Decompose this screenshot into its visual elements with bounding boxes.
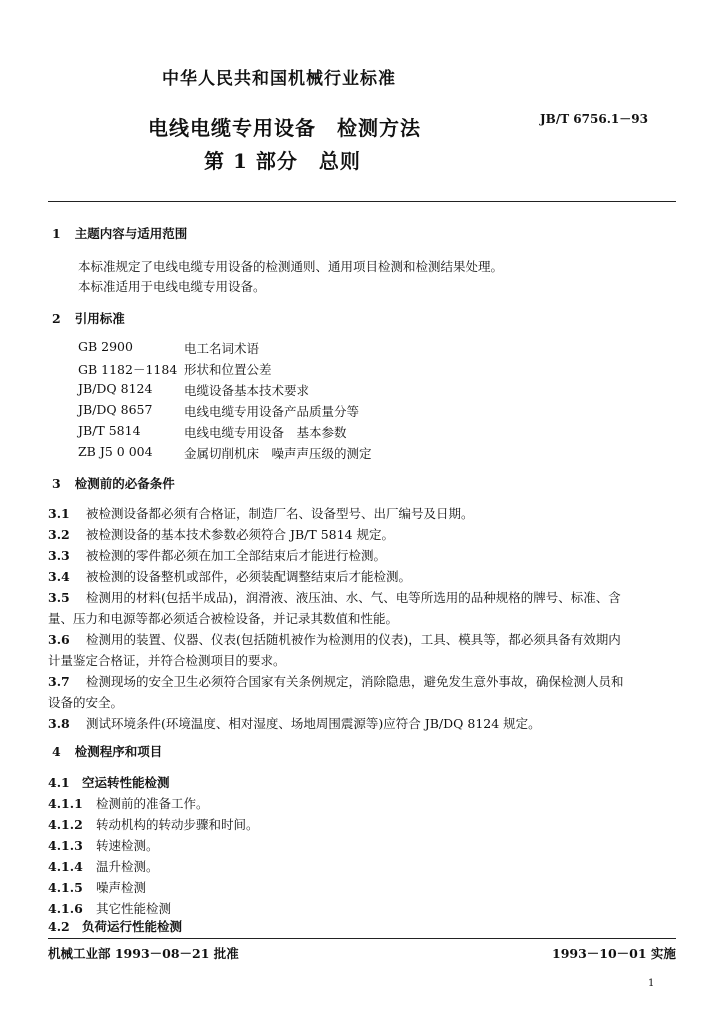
clause-text: 检测现场的安全卫生必须符合国家有关条例规定，消除隐患，避免发生意外事故，确保检测人员和 <box>86 674 624 689</box>
clause-number: 3.3 <box>48 548 70 563</box>
clause-text: 被检测设备的基本技术参数必须符合 JB/T 5814 规定。 <box>86 527 394 542</box>
implementation-date: 1993－10－01 实施 <box>552 946 676 961</box>
clause-number: 4.1.6 <box>48 901 83 916</box>
clause <box>48 546 386 564</box>
clause-text: 被检测的设备整机或部件，必须装配调整结束后才能检测。 <box>86 569 412 584</box>
clause-number: 3.4 <box>48 569 70 584</box>
clause-number: 3.6 <box>48 632 70 647</box>
clause-continuation: 计量鉴定合格证，并符合检测项目的要求。 <box>48 653 286 668</box>
clause-continuation: 设备的安全。 <box>48 695 124 710</box>
reference-code: GB 1182－1184 <box>78 362 178 377</box>
clause-number: 4.1.1 <box>48 796 83 811</box>
clause-number: 4.1.2 <box>48 817 83 832</box>
reference-code: GB 2900 <box>78 339 133 354</box>
clause <box>48 672 624 690</box>
clause <box>48 588 621 606</box>
clause-text: 被检测的零件都必须在加工全部结束后才能进行检测。 <box>86 548 387 563</box>
clause-number: 4.1 <box>48 775 70 790</box>
paragraph: 本标准规定了电线电缆专用设备的检测通则、通用项目检测和检测结果处理。 <box>78 259 504 274</box>
clause-number: 4.1.3 <box>48 838 83 853</box>
clause <box>48 899 171 917</box>
clause <box>48 630 621 648</box>
section-title: 引用标准 <box>74 311 125 326</box>
clause-number: 3.2 <box>48 527 70 542</box>
reference-name: 金属切削机床 噪声声压级的测定 <box>184 446 372 461</box>
clause-text: 噪声检测 <box>96 880 147 895</box>
reference-name: 电工名词术语 <box>184 341 260 356</box>
paragraph: 本标准适用于电线电缆专用设备。 <box>78 279 266 294</box>
clause <box>48 504 474 522</box>
reference-code: ZB J5 0 004 <box>78 444 153 459</box>
clause-text: 转动机构的转动步骤和时间。 <box>96 817 259 832</box>
clause-text: 转速检测。 <box>96 838 159 853</box>
reference-name: 电线电缆专用设备 基本参数 <box>184 425 347 440</box>
section-3-heading <box>52 474 175 492</box>
clause <box>48 567 411 585</box>
clause <box>48 878 146 896</box>
section-4-heading <box>52 742 162 760</box>
section-title: 检测前的必备条件 <box>74 476 175 491</box>
clause <box>48 714 541 732</box>
clause-number: 4.2 <box>48 919 70 934</box>
standard-organization: 中华人民共和国机械行业标准 <box>162 69 396 89</box>
section-title: 主题内容与适用范围 <box>74 226 188 241</box>
section-title: 检测程序和项目 <box>74 744 163 759</box>
reference-name: 形状和位置公差 <box>184 362 272 377</box>
approval-date: 机械工业部 1993－08－21 批准 <box>48 946 239 961</box>
clause-text: 其它性能检测 <box>96 901 172 916</box>
clause-text: 温升检测。 <box>96 859 159 874</box>
clause-number: 3.7 <box>48 674 70 689</box>
reference-code: JB/T 5814 <box>78 423 141 438</box>
clause-number: 4.1.4 <box>48 859 83 874</box>
document-subtitle: 第 1 部分 总则 <box>204 149 361 173</box>
clause-number: 3.1 <box>48 506 70 521</box>
header-divider <box>48 201 676 202</box>
section-number: 3 <box>52 476 61 491</box>
reference-name: 电缆设备基本技术要求 <box>184 383 310 398</box>
clause-text: 检测用的材料(包括半成品)，润滑液、液压油、水、气、电等所选用的品种规格的牌号、标准、含 <box>86 590 621 605</box>
footer-divider <box>48 938 676 939</box>
section-number: 1 <box>52 226 61 241</box>
clause <box>48 773 170 791</box>
section-1-heading <box>52 224 187 242</box>
clause-text: 被检测设备都必须有合格证，制造厂名、设备型号、出厂编号及日期。 <box>86 506 474 521</box>
clause-number: 3.5 <box>48 590 70 605</box>
clause-text: 负荷运行性能检测 <box>82 919 183 934</box>
clause-text: 检测前的准备工作。 <box>96 796 209 811</box>
clause-text: 测试环境条件(环境温度、相对湿度、场地周围震源等)应符合 JB/DQ 8124 规定。 <box>86 716 541 731</box>
section-number: 2 <box>52 311 61 326</box>
clause-continuation: 量、压力和电源等都必须适合被检设备，并记录其数值和性能。 <box>48 611 399 626</box>
standard-number: JB/T 6756.1－93 <box>540 112 648 126</box>
clause <box>48 794 209 812</box>
clause <box>48 815 259 833</box>
clause-number: 4.1.5 <box>48 880 83 895</box>
clause-text: 空运转性能检测 <box>82 775 170 790</box>
section-2-heading <box>52 309 125 327</box>
reference-code: JB/DQ 8657 <box>78 402 153 417</box>
page-number: 1 <box>648 978 655 989</box>
document-title: 电线电缆专用设备 检测方法 <box>148 116 421 140</box>
section-number: 4 <box>52 744 61 759</box>
clause <box>48 525 394 543</box>
clause <box>48 836 159 854</box>
clause-text: 检测用的装置、仪器、仪表(包括随机被作为检测用的仪表)，工具、模具等，都必须具备有效期内 <box>86 632 621 647</box>
reference-code: JB/DQ 8124 <box>78 381 153 396</box>
clause <box>48 857 159 875</box>
reference-name: 电线电缆专用设备产品质量分等 <box>184 404 360 419</box>
clause <box>48 917 182 935</box>
clause-number: 3.8 <box>48 716 70 731</box>
